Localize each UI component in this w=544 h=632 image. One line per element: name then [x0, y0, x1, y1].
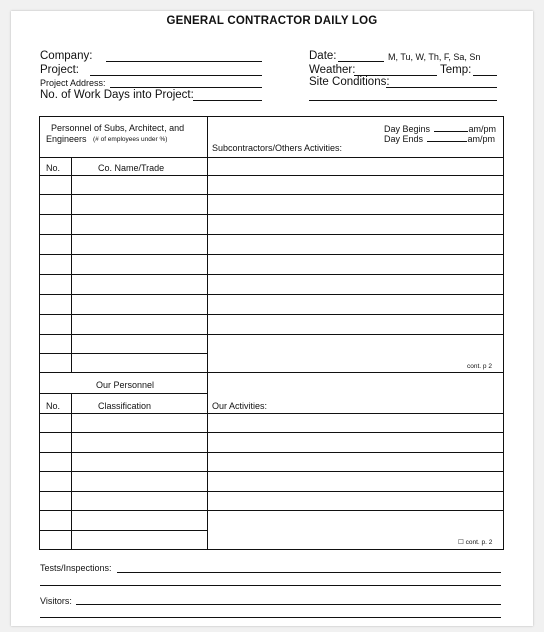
temp-label: Temp: — [440, 64, 472, 76]
date-label: Date: — [309, 50, 337, 62]
subs-cont-note: cont. p 2 — [467, 363, 492, 370]
table-row[interactable] — [39, 491, 504, 492]
table-row[interactable] — [39, 471, 504, 472]
table-row[interactable] — [39, 254, 504, 255]
table-row[interactable] — [39, 530, 207, 531]
project-address-field[interactable] — [110, 87, 262, 88]
site-conditions-label: Site Conditions: — [309, 76, 390, 88]
table-row[interactable] — [39, 214, 504, 215]
column-divider — [207, 372, 208, 550]
day-ends-row — [384, 133, 495, 144]
column-divider — [71, 157, 72, 373]
ours-col-no: No. — [46, 401, 61, 411]
our-personnel-table — [39, 372, 504, 550]
day-ends-ampm: am/pm — [467, 134, 496, 144]
subs-heading-line1: Personnel of Subs, Architect, and — [51, 123, 185, 133]
project-field[interactable] — [90, 75, 262, 76]
table-row[interactable] — [39, 294, 504, 295]
visitors-label: Visitors: — [40, 596, 72, 606]
table-row[interactable] — [39, 510, 504, 511]
temp-field[interactable] — [473, 75, 497, 76]
tests-field-2[interactable] — [40, 585, 501, 586]
table-row[interactable] — [39, 452, 504, 453]
checkbox-icon[interactable]: ☐ — [458, 539, 464, 546]
day-begins-ampm: am/pm — [468, 124, 497, 134]
project-address-label: Project Address: — [40, 78, 106, 88]
table-row[interactable] — [39, 194, 504, 195]
site-conditions-field-2[interactable] — [309, 100, 497, 101]
table-row[interactable] — [39, 175, 504, 176]
table-row[interactable] — [39, 353, 207, 354]
visitors-field[interactable] — [76, 604, 501, 605]
table-row[interactable] — [39, 334, 504, 335]
our-activities-heading: Our Activities: — [212, 401, 268, 411]
table-row[interactable] — [39, 314, 504, 315]
table-row[interactable] — [39, 432, 504, 433]
subs-col-name: Co. Name/Trade — [98, 163, 165, 173]
subs-col-no: No. — [46, 163, 61, 173]
subs-activities-heading: Subcontractors/Others Activities: — [212, 143, 343, 153]
project-label: Project: — [40, 64, 79, 76]
company-label: Company: — [40, 50, 93, 62]
row-rule — [39, 157, 504, 158]
document-title: GENERAL CONTRACTOR DAILY LOG — [166, 15, 378, 27]
ours-col-class: Classification — [98, 401, 152, 411]
day-ends-label: Day Ends — [384, 134, 424, 144]
weekday-options[interactable]: M, Tu, W, Th, F, Sa, Sn — [388, 52, 481, 62]
visitors-field-2[interactable] — [40, 617, 501, 618]
subs-heading-line2: Engineers — [46, 134, 87, 144]
ours-cont-row — [458, 538, 492, 546]
table-row[interactable] — [39, 234, 504, 235]
day-begins-field[interactable] — [434, 123, 468, 132]
tests-field[interactable] — [117, 572, 501, 573]
work-days-field[interactable] — [193, 100, 262, 101]
date-field[interactable] — [338, 61, 384, 62]
site-conditions-field[interactable] — [386, 87, 497, 88]
row-rule — [39, 393, 207, 394]
our-personnel-heading: Our Personnel — [96, 380, 155, 390]
weather-label: Weather: — [309, 64, 356, 76]
day-begins-label: Day Begins — [384, 124, 431, 134]
table-row[interactable] — [39, 413, 504, 414]
work-days-label: No. of Work Days into Project: — [40, 89, 194, 101]
ours-cont-note: cont. p. 2 — [465, 539, 493, 546]
day-ends-field[interactable] — [427, 133, 467, 142]
company-field[interactable] — [106, 61, 262, 62]
table-row[interactable] — [39, 274, 504, 275]
subs-heading-note: (# of employees under %) — [93, 136, 168, 143]
tests-label: Tests/Inspections: — [40, 563, 112, 573]
